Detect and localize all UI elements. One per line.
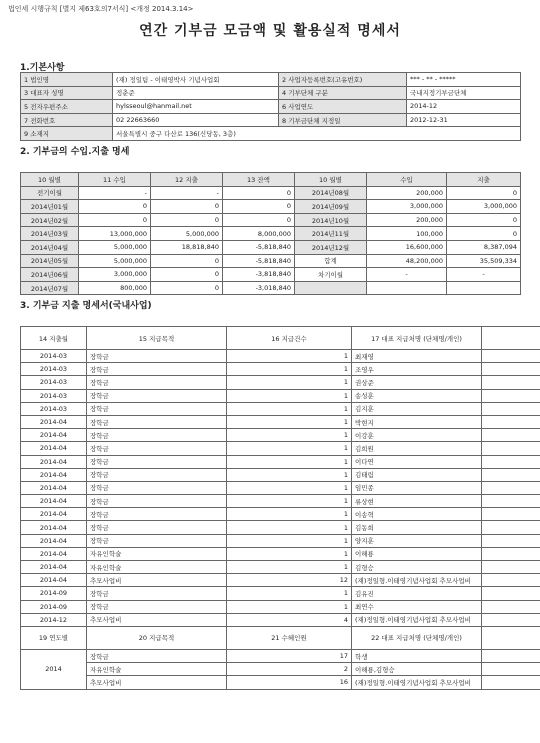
month-cell: 2014-04 <box>21 442 87 455</box>
month-cell: 2014년09월 <box>295 200 367 214</box>
info-label: 7 전화번호 <box>21 113 113 127</box>
recipient-cell: 박현지 <box>352 415 482 428</box>
purpose-cell: 장학금 <box>87 429 227 442</box>
month-cell: 2014-12 <box>21 613 87 626</box>
table-row <box>21 547 540 560</box>
recipient-cell: 임민종 <box>352 481 482 494</box>
info-value: 서울특별시 중구 다산로 136(신당동, 3층) <box>113 127 521 141</box>
purpose-cell: 장학금 <box>87 521 227 534</box>
purpose-cell: 장학금 <box>87 455 227 468</box>
recipient-cell: 김유진 <box>352 587 482 600</box>
amount-cell: 100,000 <box>367 227 447 241</box>
table-row <box>21 363 540 376</box>
purpose-cell: 장학금 <box>87 363 227 376</box>
blank-cell <box>482 376 540 389</box>
amount-cell: 0 <box>151 213 223 227</box>
count-cell: 16 <box>227 676 352 689</box>
month-cell: 2014년10월 <box>295 213 367 227</box>
table-row <box>21 508 540 521</box>
table-row <box>21 587 540 600</box>
header-row <box>21 173 521 187</box>
month-cell: 전기이월 <box>21 186 79 200</box>
amount-cell: 0 <box>151 281 223 295</box>
blank-cell <box>482 468 540 481</box>
blank-cell <box>482 389 540 402</box>
amount-cell: -3,018,840 <box>223 281 295 295</box>
purpose-cell: 장학금 <box>87 649 227 662</box>
amount-cell: 800,000 <box>79 281 151 295</box>
month-cell: 2014-03 <box>21 402 87 415</box>
info-value: (재) 정일팀 - 이태영박사 기념사업회 <box>113 73 279 87</box>
month-cell: 2014년06월 <box>21 268 79 282</box>
column-header: 21 수혜인원 <box>227 626 352 649</box>
month-cell: 2014-04 <box>21 521 87 534</box>
recipient-cell: 김지훈 <box>352 402 482 415</box>
info-row <box>21 100 521 114</box>
blank-cell <box>482 363 540 376</box>
amount-cell: 18,818,840 <box>151 240 223 254</box>
blank-cell <box>482 495 540 508</box>
summary-row <box>21 676 540 689</box>
amount-cell: 200,000 <box>367 186 447 200</box>
amount-cell: 35,509,334 <box>447 254 521 268</box>
info-value: 2014-12 <box>407 100 521 114</box>
table-row <box>21 534 540 547</box>
summary-row <box>21 663 540 676</box>
column-header: 10 월별 <box>295 173 367 187</box>
amount-cell: 0 <box>151 200 223 214</box>
count-cell: 4 <box>227 613 352 626</box>
info-value: 2012-12-31 <box>407 113 521 127</box>
column-header: 19 연도별 <box>21 626 87 649</box>
month-cell: 2014-04 <box>21 415 87 428</box>
month-cell: 2014-04 <box>21 468 87 481</box>
month-cell: 합계 <box>295 254 367 268</box>
table-row <box>21 227 521 241</box>
blank-cell <box>482 415 540 428</box>
count-cell: 1 <box>227 547 352 560</box>
month-cell: 2014-03 <box>21 389 87 402</box>
amount-cell: - <box>79 186 151 200</box>
section1-heading: 1.기본사항 <box>20 63 65 73</box>
table-row <box>21 186 521 200</box>
table-row <box>21 240 521 254</box>
recipient-cell: (재)정일형.이태영기념사업회 추모사업비 <box>352 574 482 587</box>
column-header: 11 수입 <box>79 173 151 187</box>
month-cell: 2014-09 <box>21 600 87 613</box>
table-row <box>21 268 521 282</box>
blank-cell <box>482 600 540 613</box>
blank-cell <box>482 521 540 534</box>
recipient-cell: 양지훈 <box>352 534 482 547</box>
amount-cell: - <box>367 268 447 282</box>
count-cell: 1 <box>227 402 352 415</box>
blank-cell <box>482 547 540 560</box>
blank-cell <box>482 649 540 662</box>
expense-detail-table <box>20 326 540 690</box>
column-header: 22 대표 지급처명 (단체명/개인) <box>352 626 482 649</box>
blank-cell <box>482 574 540 587</box>
info-value: 02 22663660 <box>113 113 279 127</box>
amount-cell: 48,200,000 <box>367 254 447 268</box>
amount-cell: 0 <box>223 200 295 214</box>
table-row <box>21 613 540 626</box>
count-cell: 1 <box>227 468 352 481</box>
purpose-cell: 추모사업비 <box>87 613 227 626</box>
table-row <box>21 254 521 268</box>
purpose-cell: 장학금 <box>87 495 227 508</box>
year-cell: 2014 <box>21 649 87 689</box>
count-cell: 1 <box>227 455 352 468</box>
month-cell <box>295 281 367 295</box>
header-row <box>21 327 540 350</box>
count-cell: 1 <box>227 376 352 389</box>
amount-cell <box>367 281 447 295</box>
table-row <box>21 200 521 214</box>
month-cell: 2014-04 <box>21 455 87 468</box>
month-cell: 2014-03 <box>21 363 87 376</box>
count-cell: 1 <box>227 534 352 547</box>
count-cell: 1 <box>227 363 352 376</box>
info-label: 6 사업연도 <box>279 100 407 114</box>
purpose-cell: 장학금 <box>87 587 227 600</box>
amount-cell: 0 <box>151 268 223 282</box>
count-cell: 1 <box>227 442 352 455</box>
recipient-cell: 김동희 <box>352 521 482 534</box>
amount-cell: 5,000,000 <box>79 240 151 254</box>
info-value: hylsseoul@hanmail.net <box>113 100 279 114</box>
amount-cell: 8,000,000 <box>223 227 295 241</box>
summary-row <box>21 649 540 662</box>
column-header: 16 지급건수 <box>227 327 352 350</box>
column-header: 13 잔액 <box>223 173 295 187</box>
column-header <box>482 626 540 649</box>
info-row <box>21 127 521 141</box>
table-row <box>21 376 540 389</box>
blank-cell <box>482 663 540 676</box>
amount-cell: 0 <box>447 186 521 200</box>
count-cell: 1 <box>227 508 352 521</box>
table-row <box>21 561 540 574</box>
amount-cell: 0 <box>223 213 295 227</box>
table-row <box>21 402 540 415</box>
info-value: 국내지정기부금단체 <box>407 86 521 100</box>
count-cell: 1 <box>227 350 352 363</box>
info-label: 2 사업자등록번호(고유번호) <box>279 73 407 87</box>
info-label: 3 대표자 성명 <box>21 86 113 100</box>
info-label: 1 법인명 <box>21 73 113 87</box>
purpose-cell: 장학금 <box>87 508 227 521</box>
amount-cell: 3,000,000 <box>367 200 447 214</box>
amount-cell: - <box>447 268 521 282</box>
purpose-cell: 장학금 <box>87 442 227 455</box>
info-label: 4 기부단체 구분 <box>279 86 407 100</box>
count-cell: 1 <box>227 429 352 442</box>
blank-cell <box>482 676 540 689</box>
info-label: 8 기부금단체 지정일 <box>279 113 407 127</box>
count-cell: 1 <box>227 389 352 402</box>
recipient-cell: 김태림 <box>352 468 482 481</box>
purpose-cell: 추모사업비 <box>87 676 227 689</box>
info-label: 5 전자우편주소 <box>21 100 113 114</box>
amount-cell: 0 <box>79 200 151 214</box>
income-expense-table <box>20 172 521 295</box>
count-cell: 1 <box>227 495 352 508</box>
column-header <box>482 327 540 350</box>
recipient-cell: 김형승 <box>352 561 482 574</box>
count-cell: 1 <box>227 415 352 428</box>
table-row <box>21 442 540 455</box>
blank-cell <box>482 587 540 600</box>
blank-cell <box>482 455 540 468</box>
column-header: 14 지출월 <box>21 327 87 350</box>
month-cell: 2014-09 <box>21 587 87 600</box>
month-cell: 2014년02월 <box>21 213 79 227</box>
purpose-cell: 장학금 <box>87 468 227 481</box>
table-row <box>21 350 540 363</box>
count-cell: 1 <box>227 561 352 574</box>
count-cell: 17 <box>227 649 352 662</box>
summary-header-row <box>21 626 540 649</box>
blank-cell <box>482 534 540 547</box>
column-header: 17 대표 지급처명 (단체명/개인) <box>352 327 482 350</box>
amount-cell: 3,000,000 <box>447 200 521 214</box>
amount-cell: -5,818,840 <box>223 240 295 254</box>
column-header: 지출 <box>447 173 521 187</box>
month-cell: 2014-03 <box>21 350 87 363</box>
amount-cell: 0 <box>79 213 151 227</box>
column-header: 12 지출 <box>151 173 223 187</box>
table-row <box>21 521 540 534</box>
column-header: 수입 <box>367 173 447 187</box>
recipient-cell: 이송혁 <box>352 508 482 521</box>
blank-cell <box>482 402 540 415</box>
count-cell: 1 <box>227 600 352 613</box>
table-row <box>21 600 540 613</box>
amount-cell: 0 <box>447 227 521 241</box>
amount-cell: 13,000,000 <box>79 227 151 241</box>
purpose-cell: 장학금 <box>87 415 227 428</box>
recipient-cell: 조영우 <box>352 363 482 376</box>
purpose-cell: 자유인학술 <box>87 547 227 560</box>
purpose-cell: 장학금 <box>87 350 227 363</box>
month-cell: 2014-04 <box>21 429 87 442</box>
blank-cell <box>482 613 540 626</box>
purpose-cell: 자유인학술 <box>87 561 227 574</box>
table-row <box>21 481 540 494</box>
month-cell: 2014-04 <box>21 547 87 560</box>
amount-cell: 200,000 <box>367 213 447 227</box>
month-cell: 2014-04 <box>21 508 87 521</box>
month-cell: 2014-04 <box>21 495 87 508</box>
month-cell: 2014년05월 <box>21 254 79 268</box>
blank-cell <box>482 481 540 494</box>
blank-cell <box>482 350 540 363</box>
purpose-cell: 자유인학술 <box>87 663 227 676</box>
month-cell: 2014-04 <box>21 561 87 574</box>
form-reference-note: 법인세 시행규칙 [별지 제63호의7서식] <개정 2014.3.14> <box>8 5 194 13</box>
count-cell: 12 <box>227 574 352 587</box>
month-cell: 2014년03월 <box>21 227 79 241</box>
amount-cell: - <box>151 186 223 200</box>
column-header: 20 지급목적 <box>87 626 227 649</box>
recipient-cell: 김희원 <box>352 442 482 455</box>
recipient-cell: 권상준 <box>352 376 482 389</box>
amount-cell: -3,818,840 <box>223 268 295 282</box>
recipient-cell: 송성훈 <box>352 389 482 402</box>
amount-cell: 8,387,094 <box>447 240 521 254</box>
purpose-cell: 장학금 <box>87 389 227 402</box>
month-cell: 2014-03 <box>21 376 87 389</box>
count-cell: 1 <box>227 481 352 494</box>
document-title: 연간 기부금 모금액 및 활용실적 명세서 <box>139 23 401 39</box>
blank-cell <box>482 442 540 455</box>
recipient-cell: 최연수 <box>352 600 482 613</box>
table-row <box>21 213 521 227</box>
month-cell: 2014년01월 <box>21 200 79 214</box>
amount-cell: 16,600,000 <box>367 240 447 254</box>
info-value: *** - ** - ***** <box>407 73 521 87</box>
month-cell: 2014년07월 <box>21 281 79 295</box>
blank-cell <box>482 508 540 521</box>
purpose-cell: 장학금 <box>87 376 227 389</box>
info-row <box>21 86 521 100</box>
month-cell: 2014년04월 <box>21 240 79 254</box>
amount-cell: 0 <box>223 186 295 200</box>
recipient-cell: 이다연 <box>352 455 482 468</box>
basic-info-table <box>20 72 521 141</box>
month-cell: 2014-04 <box>21 574 87 587</box>
recipient-cell: (재)정일형.이태영기념사업회 추모사업비 <box>352 613 482 626</box>
info-value: 정춘준 <box>113 86 279 100</box>
blank-cell <box>482 429 540 442</box>
table-row <box>21 495 540 508</box>
recipient-cell: 최재영 <box>352 350 482 363</box>
amount-cell <box>447 281 521 295</box>
blank-cell <box>482 561 540 574</box>
recipient-cell: 이강훈 <box>352 429 482 442</box>
column-header: 15 지급목적 <box>87 327 227 350</box>
month-cell: 2014-04 <box>21 481 87 494</box>
table-row <box>21 281 521 295</box>
table-row <box>21 389 540 402</box>
count-cell: 2 <box>227 663 352 676</box>
table-row <box>21 415 540 428</box>
amount-cell: 0 <box>447 213 521 227</box>
section2-heading: 2. 기부금의 수입.지출 명세 <box>20 147 130 157</box>
purpose-cell: 장학금 <box>87 402 227 415</box>
recipient-cell: (재)정일형.이태영기념사업회 추모사업비 <box>352 676 482 689</box>
column-header: 10 월별 <box>21 173 79 187</box>
info-label: 9 소재지 <box>21 127 113 141</box>
amount-cell: 5,000,000 <box>151 227 223 241</box>
table-row <box>21 468 540 481</box>
table-row <box>21 455 540 468</box>
recipient-cell: 류상현 <box>352 495 482 508</box>
amount-cell: 3,000,000 <box>79 268 151 282</box>
purpose-cell: 장학금 <box>87 534 227 547</box>
month-cell: 2014년11월 <box>295 227 367 241</box>
recipient-cell: 이해룡,김형승 <box>352 663 482 676</box>
info-row <box>21 73 521 87</box>
purpose-cell: 추모사업비 <box>87 574 227 587</box>
month-cell: 2014년12월 <box>295 240 367 254</box>
amount-cell: 5,000,000 <box>79 254 151 268</box>
month-cell: 2014-04 <box>21 534 87 547</box>
purpose-cell: 장학금 <box>87 481 227 494</box>
purpose-cell: 장학금 <box>87 600 227 613</box>
info-row <box>21 113 521 127</box>
recipient-cell: 이해룡 <box>352 547 482 560</box>
month-cell: 2014년08월 <box>295 186 367 200</box>
count-cell: 1 <box>227 587 352 600</box>
count-cell: 1 <box>227 521 352 534</box>
section3-heading: 3. 기부금 지출 명세서(국내사업) <box>20 301 152 311</box>
amount-cell: 0 <box>151 254 223 268</box>
month-cell: 차기이월 <box>295 268 367 282</box>
table-row <box>21 574 540 587</box>
table-row <box>21 429 540 442</box>
amount-cell: -5,818,840 <box>223 254 295 268</box>
recipient-cell: 학생 <box>352 649 482 662</box>
